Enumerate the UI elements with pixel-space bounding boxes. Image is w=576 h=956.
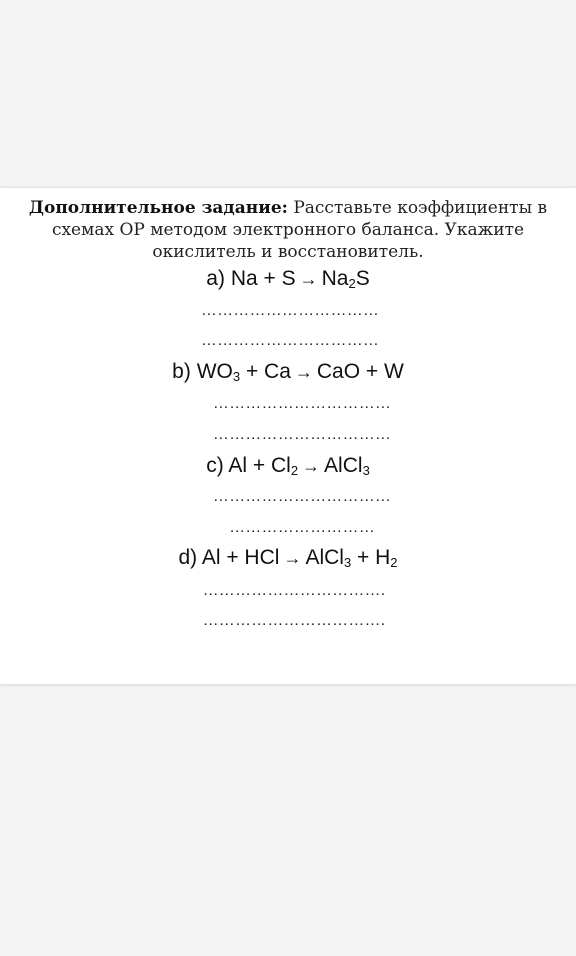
task-instruction	[14, 197, 562, 263]
worksheet-card	[0, 188, 576, 684]
answer-line-d-1: …………………………….	[202, 582, 386, 599]
answer-line-b-1: ……………………………	[212, 395, 392, 412]
answer-line-d-2: …………………………….	[202, 612, 386, 629]
equation-c: c) $Al + Cl_2$ → AlCl$_3$	[206, 454, 370, 478]
equation-b: b) $WO_3 + Ca$ → CaO + W	[172, 360, 404, 384]
equation-a: a) $Na + S \to Na_2S$	[206, 267, 370, 291]
task-text: Расставьте коэффициенты в схемах ОР методом электронного баланса. Укажите окислитель и восстановитель.	[51, 198, 548, 262]
answer-line-c-2: ………………………	[229, 519, 375, 536]
answer-line-a-2: ……………………………	[200, 332, 380, 349]
equation-d: d) Al + HCl → AlCl$_3$ + $H_2$	[178, 546, 398, 570]
answer-line-a-1: ……………………………	[200, 302, 380, 319]
answer-line-c-1: ……………………………	[212, 488, 392, 505]
task-label: Дополнительное задание:	[28, 198, 288, 218]
answer-line-b-2: ……………………………	[212, 426, 392, 443]
